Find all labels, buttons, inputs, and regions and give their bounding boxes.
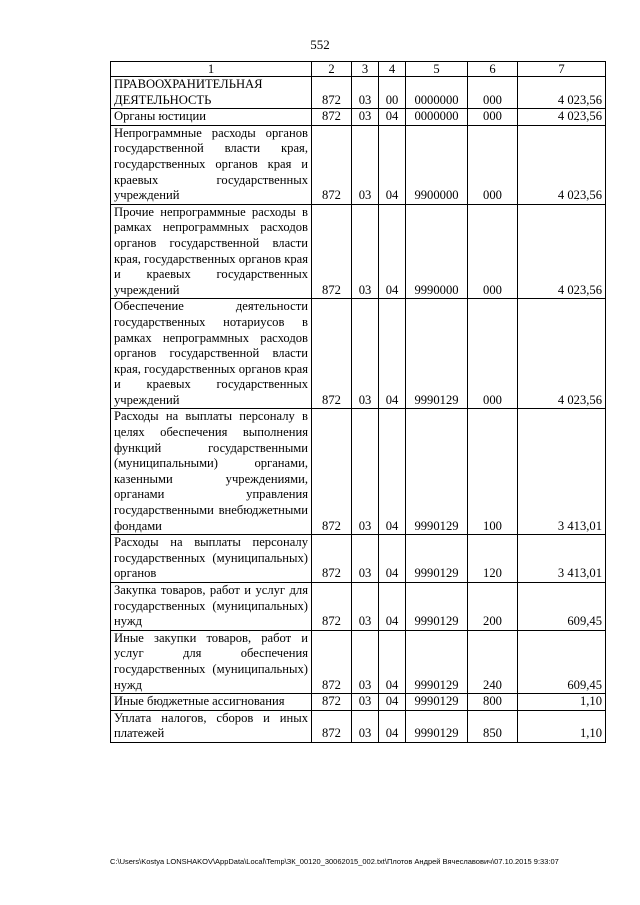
row-amount: 3 413,01 [518, 535, 606, 583]
row-section: 03 [352, 204, 379, 299]
table-row [111, 109, 606, 126]
row-admin-code: 872 [312, 694, 352, 711]
row-amount: 609,45 [518, 630, 606, 693]
table-row [111, 125, 606, 204]
budget-table [110, 61, 606, 743]
row-name: Обеспечение деятельности государственных нотариусов в рамках непрограммных расходов органов государственной власти края, государственных органов края и краевых государственных учреждений [111, 299, 312, 409]
row-target-article: 0000000 [406, 109, 468, 126]
row-name: Уплата налогов, сборов и иных платежей [111, 710, 312, 742]
row-admin-code: 872 [312, 630, 352, 693]
row-target-article: 9990129 [406, 299, 468, 409]
row-section: 03 [352, 409, 379, 535]
row-name: Иные закупки товаров, работ и услуг для обеспечения государственных (муниципальных) нужд [111, 630, 312, 693]
row-amount: 4 023,56 [518, 204, 606, 299]
row-amount: 1,10 [518, 694, 606, 711]
row-name: Органы юстиции [111, 109, 312, 126]
row-amount: 1,10 [518, 710, 606, 742]
table-row [111, 204, 606, 299]
row-name: Расходы на выплаты персоналу государственных (муниципальных) органов [111, 535, 312, 583]
row-target-article: 9900000 [406, 125, 468, 204]
row-target-article: 9990129 [406, 630, 468, 693]
row-expense-type: 000 [468, 77, 518, 109]
row-target-article: 9990129 [406, 694, 468, 711]
row-name: Непрограммные расходы органов государственной власти края, государственных органов края и краевых государственных учреждений [111, 125, 312, 204]
table-row [111, 630, 606, 693]
row-section: 03 [352, 694, 379, 711]
row-admin-code: 872 [312, 535, 352, 583]
table-row [111, 694, 606, 711]
row-expense-type: 100 [468, 409, 518, 535]
row-subsection: 04 [379, 694, 406, 711]
row-expense-type: 850 [468, 710, 518, 742]
col-header-2: 2 [312, 62, 352, 77]
row-subsection: 00 [379, 77, 406, 109]
row-expense-type: 200 [468, 583, 518, 631]
row-amount: 3 413,01 [518, 409, 606, 535]
row-expense-type: 800 [468, 694, 518, 711]
row-amount: 4 023,56 [518, 125, 606, 204]
row-target-article: 9990129 [406, 583, 468, 631]
row-section: 03 [352, 299, 379, 409]
row-admin-code: 872 [312, 77, 352, 109]
row-section: 03 [352, 535, 379, 583]
row-target-article: 9990129 [406, 710, 468, 742]
row-amount: 609,45 [518, 583, 606, 631]
row-target-article: 9990000 [406, 204, 468, 299]
row-subsection: 04 [379, 125, 406, 204]
row-name: Иные бюджетные ассигнования [111, 694, 312, 711]
row-name: Закупка товаров, работ и услуг для государственных (муниципальных) нужд [111, 583, 312, 631]
row-admin-code: 872 [312, 710, 352, 742]
row-target-article: 9990129 [406, 409, 468, 535]
row-expense-type: 000 [468, 125, 518, 204]
col-header-1: 1 [111, 62, 312, 77]
row-name: Прочие непрограммные расходы в рамках непрограммных расходов органов государственной власти края, государственных органов края и краевых государственных учреждений [111, 204, 312, 299]
row-admin-code: 872 [312, 299, 352, 409]
row-section: 03 [352, 583, 379, 631]
row-section: 03 [352, 109, 379, 126]
col-header-7: 7 [518, 62, 606, 77]
row-amount: 4 023,56 [518, 109, 606, 126]
row-section: 03 [352, 77, 379, 109]
table-row [111, 409, 606, 535]
row-target-article: 0000000 [406, 77, 468, 109]
row-admin-code: 872 [312, 409, 352, 535]
table-row [111, 710, 606, 742]
row-subsection: 04 [379, 583, 406, 631]
row-name: Расходы на выплаты персоналу в целях обеспечения выполнения функций государственными (муниципальными) органами, казенными учреждениями, органами управления государственными внебюджетными фондами [111, 409, 312, 535]
table-row [111, 299, 606, 409]
row-section: 03 [352, 125, 379, 204]
row-admin-code: 872 [312, 125, 352, 204]
row-admin-code: 872 [312, 583, 352, 631]
col-header-6: 6 [468, 62, 518, 77]
row-amount: 4 023,56 [518, 299, 606, 409]
table-row [111, 583, 606, 631]
row-expense-type: 240 [468, 630, 518, 693]
col-header-4: 4 [379, 62, 406, 77]
footer-file-path: C:\Users\Kostya LONSHAKOV\AppData\Local\Temp\ЗК_00120_30062015_002.txt\Плотов Андрей Вячеславович\07.10.2015 9:33:07 [110, 857, 559, 866]
row-section: 03 [352, 710, 379, 742]
row-section: 03 [352, 630, 379, 693]
row-subsection: 04 [379, 535, 406, 583]
page-number: 552 [310, 37, 330, 52]
row-subsection: 04 [379, 109, 406, 126]
table-row [111, 77, 606, 109]
row-subsection: 04 [379, 710, 406, 742]
col-header-5: 5 [406, 62, 468, 77]
row-expense-type: 000 [468, 109, 518, 126]
row-admin-code: 872 [312, 109, 352, 126]
row-amount: 4 023,56 [518, 77, 606, 109]
row-expense-type: 120 [468, 535, 518, 583]
row-expense-type: 000 [468, 299, 518, 409]
table-row [111, 535, 606, 583]
header-row [111, 62, 606, 77]
row-expense-type: 000 [468, 204, 518, 299]
row-subsection: 04 [379, 409, 406, 535]
row-subsection: 04 [379, 630, 406, 693]
row-subsection: 04 [379, 204, 406, 299]
col-header-3: 3 [352, 62, 379, 77]
row-subsection: 04 [379, 299, 406, 409]
row-name: ПРАВООХРАНИТЕЛЬНАЯ ДЕЯТЕЛЬНОСТЬ [111, 77, 312, 109]
row-target-article: 9990129 [406, 535, 468, 583]
row-admin-code: 872 [312, 204, 352, 299]
